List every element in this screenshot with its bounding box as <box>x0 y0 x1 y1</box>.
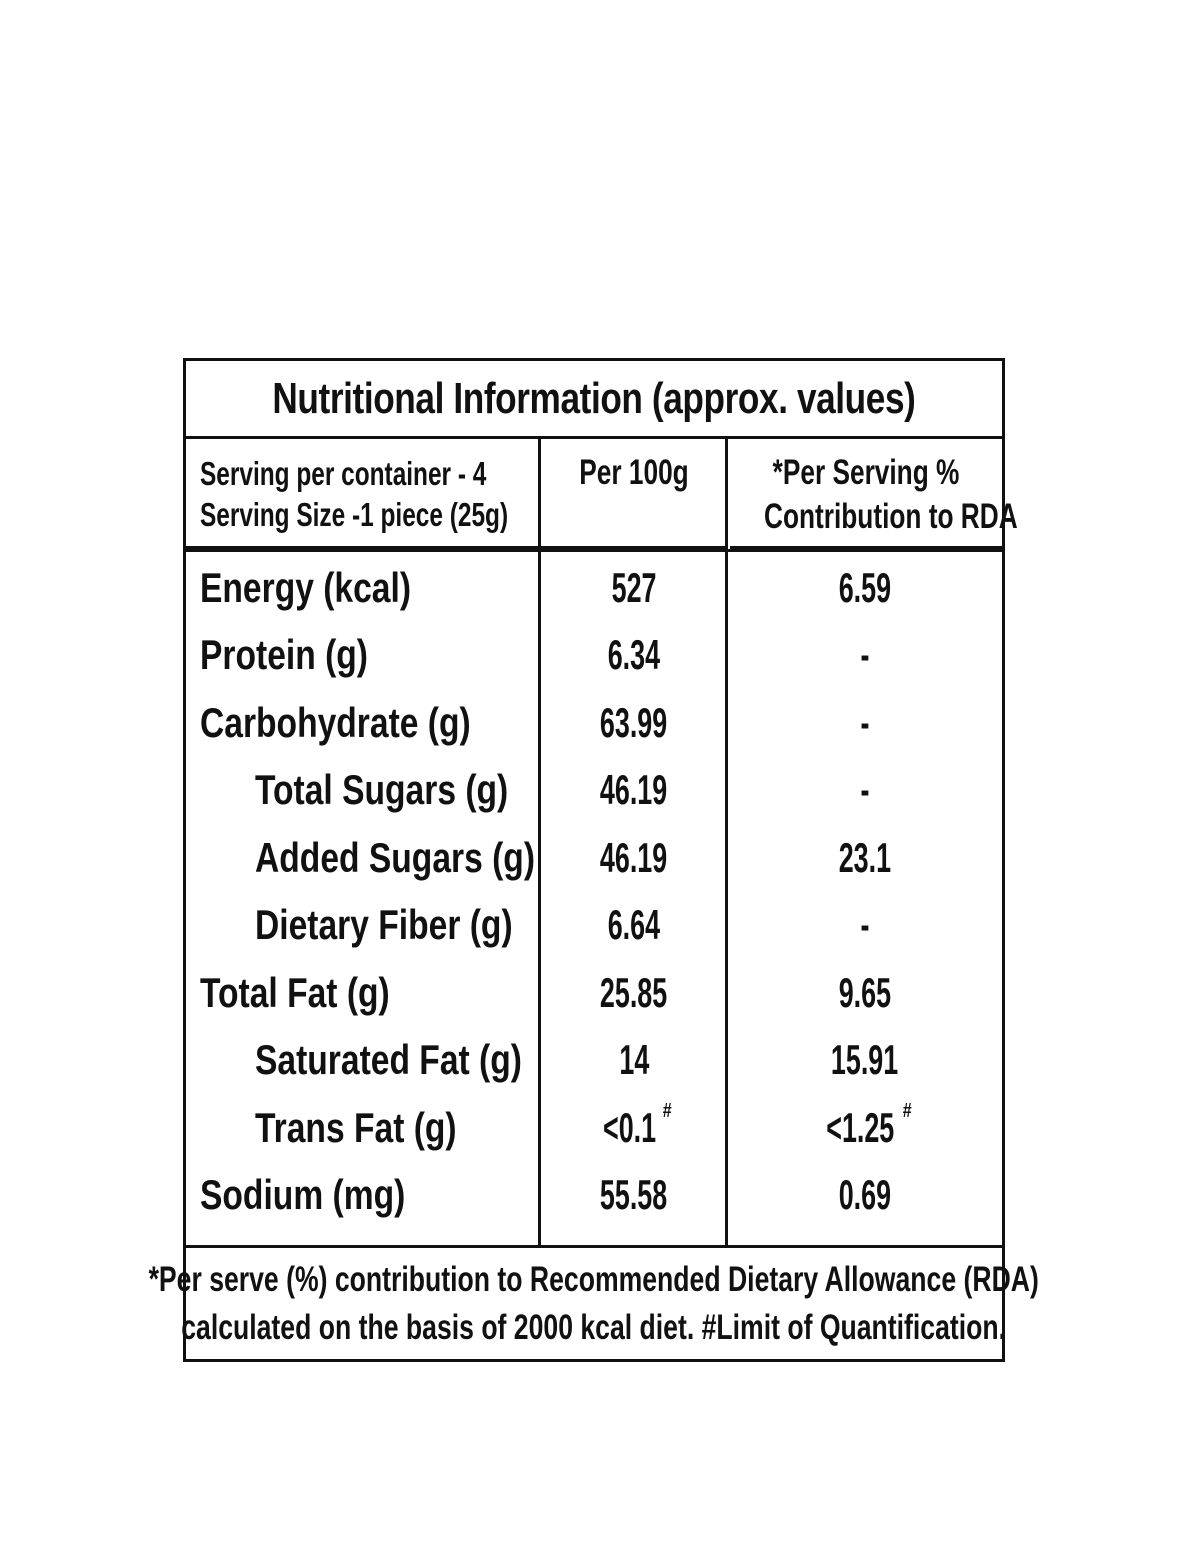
nutrient-name-text: Saturated Fat (g) <box>255 1036 522 1083</box>
per-100g-value-text: 6.64 <box>607 901 661 948</box>
per-100g-value <box>541 554 727 621</box>
nutrient-row <box>186 622 1002 689</box>
rda-value-text: 15.91 <box>831 1036 899 1083</box>
column-header-per-100g <box>541 439 727 549</box>
title-text: Nutritional Information (approx. values) <box>272 373 916 423</box>
nutrient-name <box>255 892 577 959</box>
rda-value <box>728 1027 1002 1094</box>
per-100g-value-text: 6.34 <box>607 631 661 678</box>
per-100g-value <box>541 757 727 824</box>
nutrient-row <box>186 824 1002 891</box>
per-100g-value-text: 46.19 <box>600 833 668 881</box>
nutrient-name <box>200 1162 457 1229</box>
footnote <box>148 1248 1040 1359</box>
per-100g-value-text: <0.1 # <box>603 1099 672 1151</box>
nutrient-row <box>186 689 1002 756</box>
nutrient-name-text: Sodium (mg) <box>200 1171 406 1218</box>
nutrient-row <box>186 959 1002 1026</box>
nutrient-name <box>200 959 437 1026</box>
per-100g-value-text: 55.58 <box>600 1171 668 1218</box>
rda-value <box>728 1162 1002 1229</box>
nutrient-row <box>186 1162 1002 1229</box>
nutrient-name <box>255 1027 589 1094</box>
per-100g-label: Per 100g <box>579 453 689 492</box>
serving-info <box>186 439 538 549</box>
nutrient-name-text: Energy (kcal) <box>200 563 412 611</box>
nutrient-row <box>186 554 1002 621</box>
rda-value <box>728 824 1002 891</box>
rda-value-text: - <box>860 901 870 948</box>
per-100g-value <box>541 1027 727 1094</box>
per-100g-value-text: 25.85 <box>600 968 668 1016</box>
nutrient-name-text: Dietary Fiber (g) <box>255 901 513 948</box>
nutrient-name <box>255 1094 507 1161</box>
rda-value-text: <1.25 # <box>826 1099 912 1151</box>
nutrient-name-text: Total Sugars (g) <box>255 766 509 813</box>
rda-label-line2: Contribution to RDA <box>764 497 1018 536</box>
rda-value <box>728 689 1002 756</box>
header-divider <box>186 549 1002 552</box>
nutrient-row <box>186 757 1002 824</box>
nutrient-name <box>200 622 410 689</box>
per-100g-value <box>541 892 727 959</box>
nutrient-row <box>186 892 1002 959</box>
nutrient-name-text: Added Sugars (g) <box>255 833 536 881</box>
nutrient-name-text: Trans Fat (g) <box>255 1103 457 1151</box>
per-100g-value-text: 63.99 <box>600 698 668 746</box>
rda-value <box>728 757 1002 824</box>
per-100g-value <box>541 1162 727 1229</box>
nutrient-name-text: Carbohydrate (g) <box>200 698 471 746</box>
rda-value-text: 6.59 <box>838 563 892 611</box>
serving-per-container: Serving per container - 4 <box>200 455 487 492</box>
nutrient-name-text: Protein (g) <box>200 631 368 678</box>
nutrient-name <box>200 554 464 621</box>
rda-value-text: - <box>860 698 870 746</box>
nutrient-name <box>255 757 572 824</box>
rda-value <box>728 892 1002 959</box>
nutrient-row <box>186 1094 1002 1161</box>
rda-value-text: 23.1 <box>838 833 892 881</box>
column-header-rda <box>730 439 1018 549</box>
rda-value <box>728 959 1002 1026</box>
per-100g-value-text: 46.19 <box>600 766 668 813</box>
rda-value-text: - <box>860 766 870 813</box>
per-100g-value <box>541 1094 727 1161</box>
rda-value <box>728 1094 1002 1161</box>
nutrition-facts-panel <box>148 358 1040 1362</box>
per-100g-value <box>541 824 727 891</box>
serving-size: Serving Size -1 piece (25g) <box>200 496 509 533</box>
rda-value <box>728 554 1002 621</box>
nutrient-name-text: Total Fat (g) <box>200 968 390 1016</box>
loq-mark: # <box>903 1099 912 1122</box>
nutrient-row <box>186 1027 1002 1094</box>
rda-value-text: 9.65 <box>838 968 892 1016</box>
loq-mark: # <box>662 1099 672 1122</box>
per-100g-value <box>541 959 727 1026</box>
rda-value-text: 0.69 <box>838 1171 892 1218</box>
per-100g-value <box>541 622 727 689</box>
nutrient-name <box>200 689 538 756</box>
footnote-line1: *Per serve (%) contribution to Recommended Dietary Allowance (RDA) <box>148 1259 1040 1299</box>
footnote-line2: calculated on the basis of 2000 kcal diet. #Limit of Quantification. <box>181 1307 1007 1347</box>
per-100g-value-text: 14 <box>619 1036 649 1083</box>
rda-value-text: - <box>860 631 870 678</box>
per-100g-value-text: 527 <box>611 563 657 611</box>
panel-title <box>186 361 1002 439</box>
per-100g-value <box>541 689 727 756</box>
rda-label-line1: *Per Serving % <box>772 453 960 492</box>
rda-value <box>728 622 1002 689</box>
